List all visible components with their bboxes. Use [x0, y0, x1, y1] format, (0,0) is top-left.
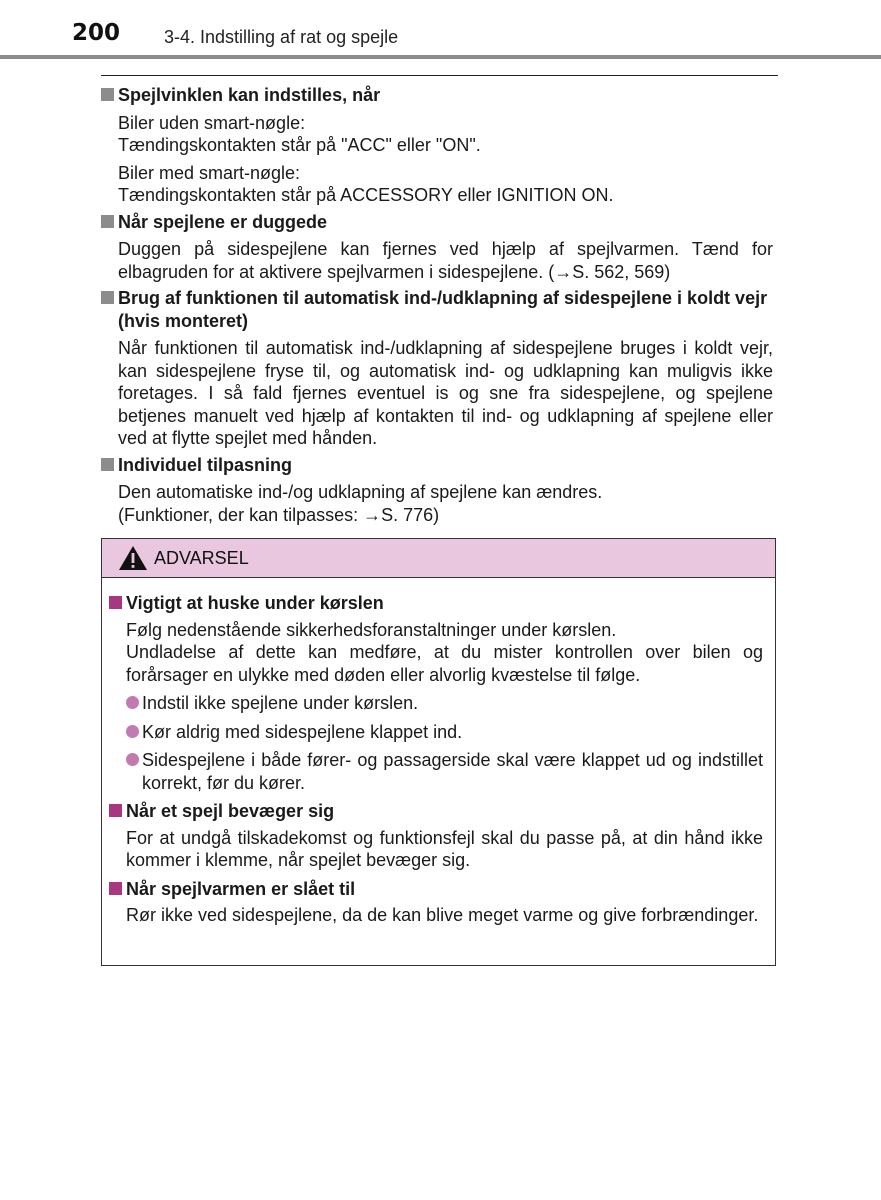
list-item: Kør aldrig med sidespejlene klappet ind.	[126, 721, 763, 744]
section-customization	[101, 454, 773, 527]
header-rule	[0, 55, 881, 59]
paragraph: (Funktioner, der kan tilpasses: →S. 776)	[118, 504, 440, 525]
warning-subsection-mirror-heater	[109, 878, 763, 927]
section-mirror-angle	[101, 84, 773, 207]
paragraph: Når funktionen til automatisk ind-/udklapning af sidespejlene bruges i koldt vejr, kan sidespejlene fryse til, og automatisk ind- og udklapning kan muligvis ikke foretages. I så fald fjernes eventuel is og sne fra sidespejlene, og spejlene betjenes manuelt ved hjælp af kontakten til ind- og udklapning af spejlene eller ved at flytte spejlet med hånden.	[118, 338, 773, 448]
list-item: Sidespejlene i både fører- og passagerside skal være klappet ud og indstillet korrekt, før du kører.	[126, 749, 763, 794]
warning-triangle-icon	[118, 545, 148, 571]
bullet-dot-icon	[126, 696, 139, 709]
paragraph: Rør ikke ved sidespejlene, da de kan blive meget varme og give forbrændinger.	[126, 905, 759, 925]
paragraph: Duggen på sidespejlene kan fjernes ved hjælp af spejlvarmen. Tænd for elbagruden for at aktivere spejlvarmen i sidespejlene. (→S. 562, 569)	[118, 239, 773, 282]
warning-subsection-driving	[109, 592, 763, 794]
paragraph: For at undgå tilskadekomst og funktionsfejl skal du passe på, at din hånd ikke kommer i klemme, når spejlet bevæger sig.	[126, 827, 763, 870]
paragraph: Følg nedenstående sikkerhedsforanstaltninger under kørslen.	[126, 619, 617, 640]
magenta-square-icon	[109, 804, 122, 817]
section-title: Når spejlene er duggede	[118, 211, 328, 232]
gray-square-icon	[101, 88, 114, 101]
list-item: Indstil ikke spejlene under kørslen.	[126, 692, 763, 715]
page-number: 200	[72, 20, 121, 46]
paragraph: Tændingskontakten står på "ACC" eller "ON".	[118, 135, 481, 155]
section-title: Spejlvinklen kan indstilles, når	[118, 85, 381, 105]
bullet-dot-icon	[126, 753, 139, 766]
magenta-square-icon	[109, 596, 122, 609]
gray-square-icon	[101, 215, 114, 228]
section-title: Brug af funktionen til automatisk ind-/udklapning af sidespejlene i koldt vejr (hvis monteret)	[118, 288, 768, 331]
section-cold-weather	[101, 287, 773, 450]
paragraph: Tændingskontakten står på ACCESSORY eller IGNITION ON.	[118, 185, 614, 205]
warning-box	[101, 538, 776, 966]
content-rule	[101, 75, 778, 76]
chapter-title: 3-4. Indstilling af rat og spejle	[164, 27, 399, 47]
main-content	[101, 84, 773, 530]
warning-subsection-title: Når et spejl bevæger sig	[126, 801, 335, 821]
warning-subsection-title: Vigtigt at huske under kørslen	[126, 593, 384, 613]
paragraph: Biler med smart-nøgle:	[118, 162, 301, 183]
warning-subsection-title: Når spejlvarmen er slået til	[126, 878, 356, 899]
gray-square-icon	[101, 458, 114, 471]
bullet-dot-icon	[126, 725, 139, 738]
paragraph: Undladelse af dette kan medføre, at du mister kontrollen over bilen og forårsager en ulykke med døden eller alvorlig kvæstelse til følge.	[126, 642, 763, 685]
section-title: Individuel tilpasning	[118, 454, 293, 475]
gray-square-icon	[101, 291, 114, 304]
magenta-square-icon	[109, 882, 122, 895]
paragraph: Den automatiske ind-/og udklapning af spejlene kan ændres.	[118, 482, 603, 502]
warning-subsection-moving-mirror	[109, 800, 763, 872]
warning-label: ADVARSEL	[154, 547, 249, 568]
section-fogged-mirrors	[101, 211, 773, 284]
paragraph: Biler uden smart-nøgle:	[118, 112, 306, 133]
warning-header	[102, 539, 775, 578]
